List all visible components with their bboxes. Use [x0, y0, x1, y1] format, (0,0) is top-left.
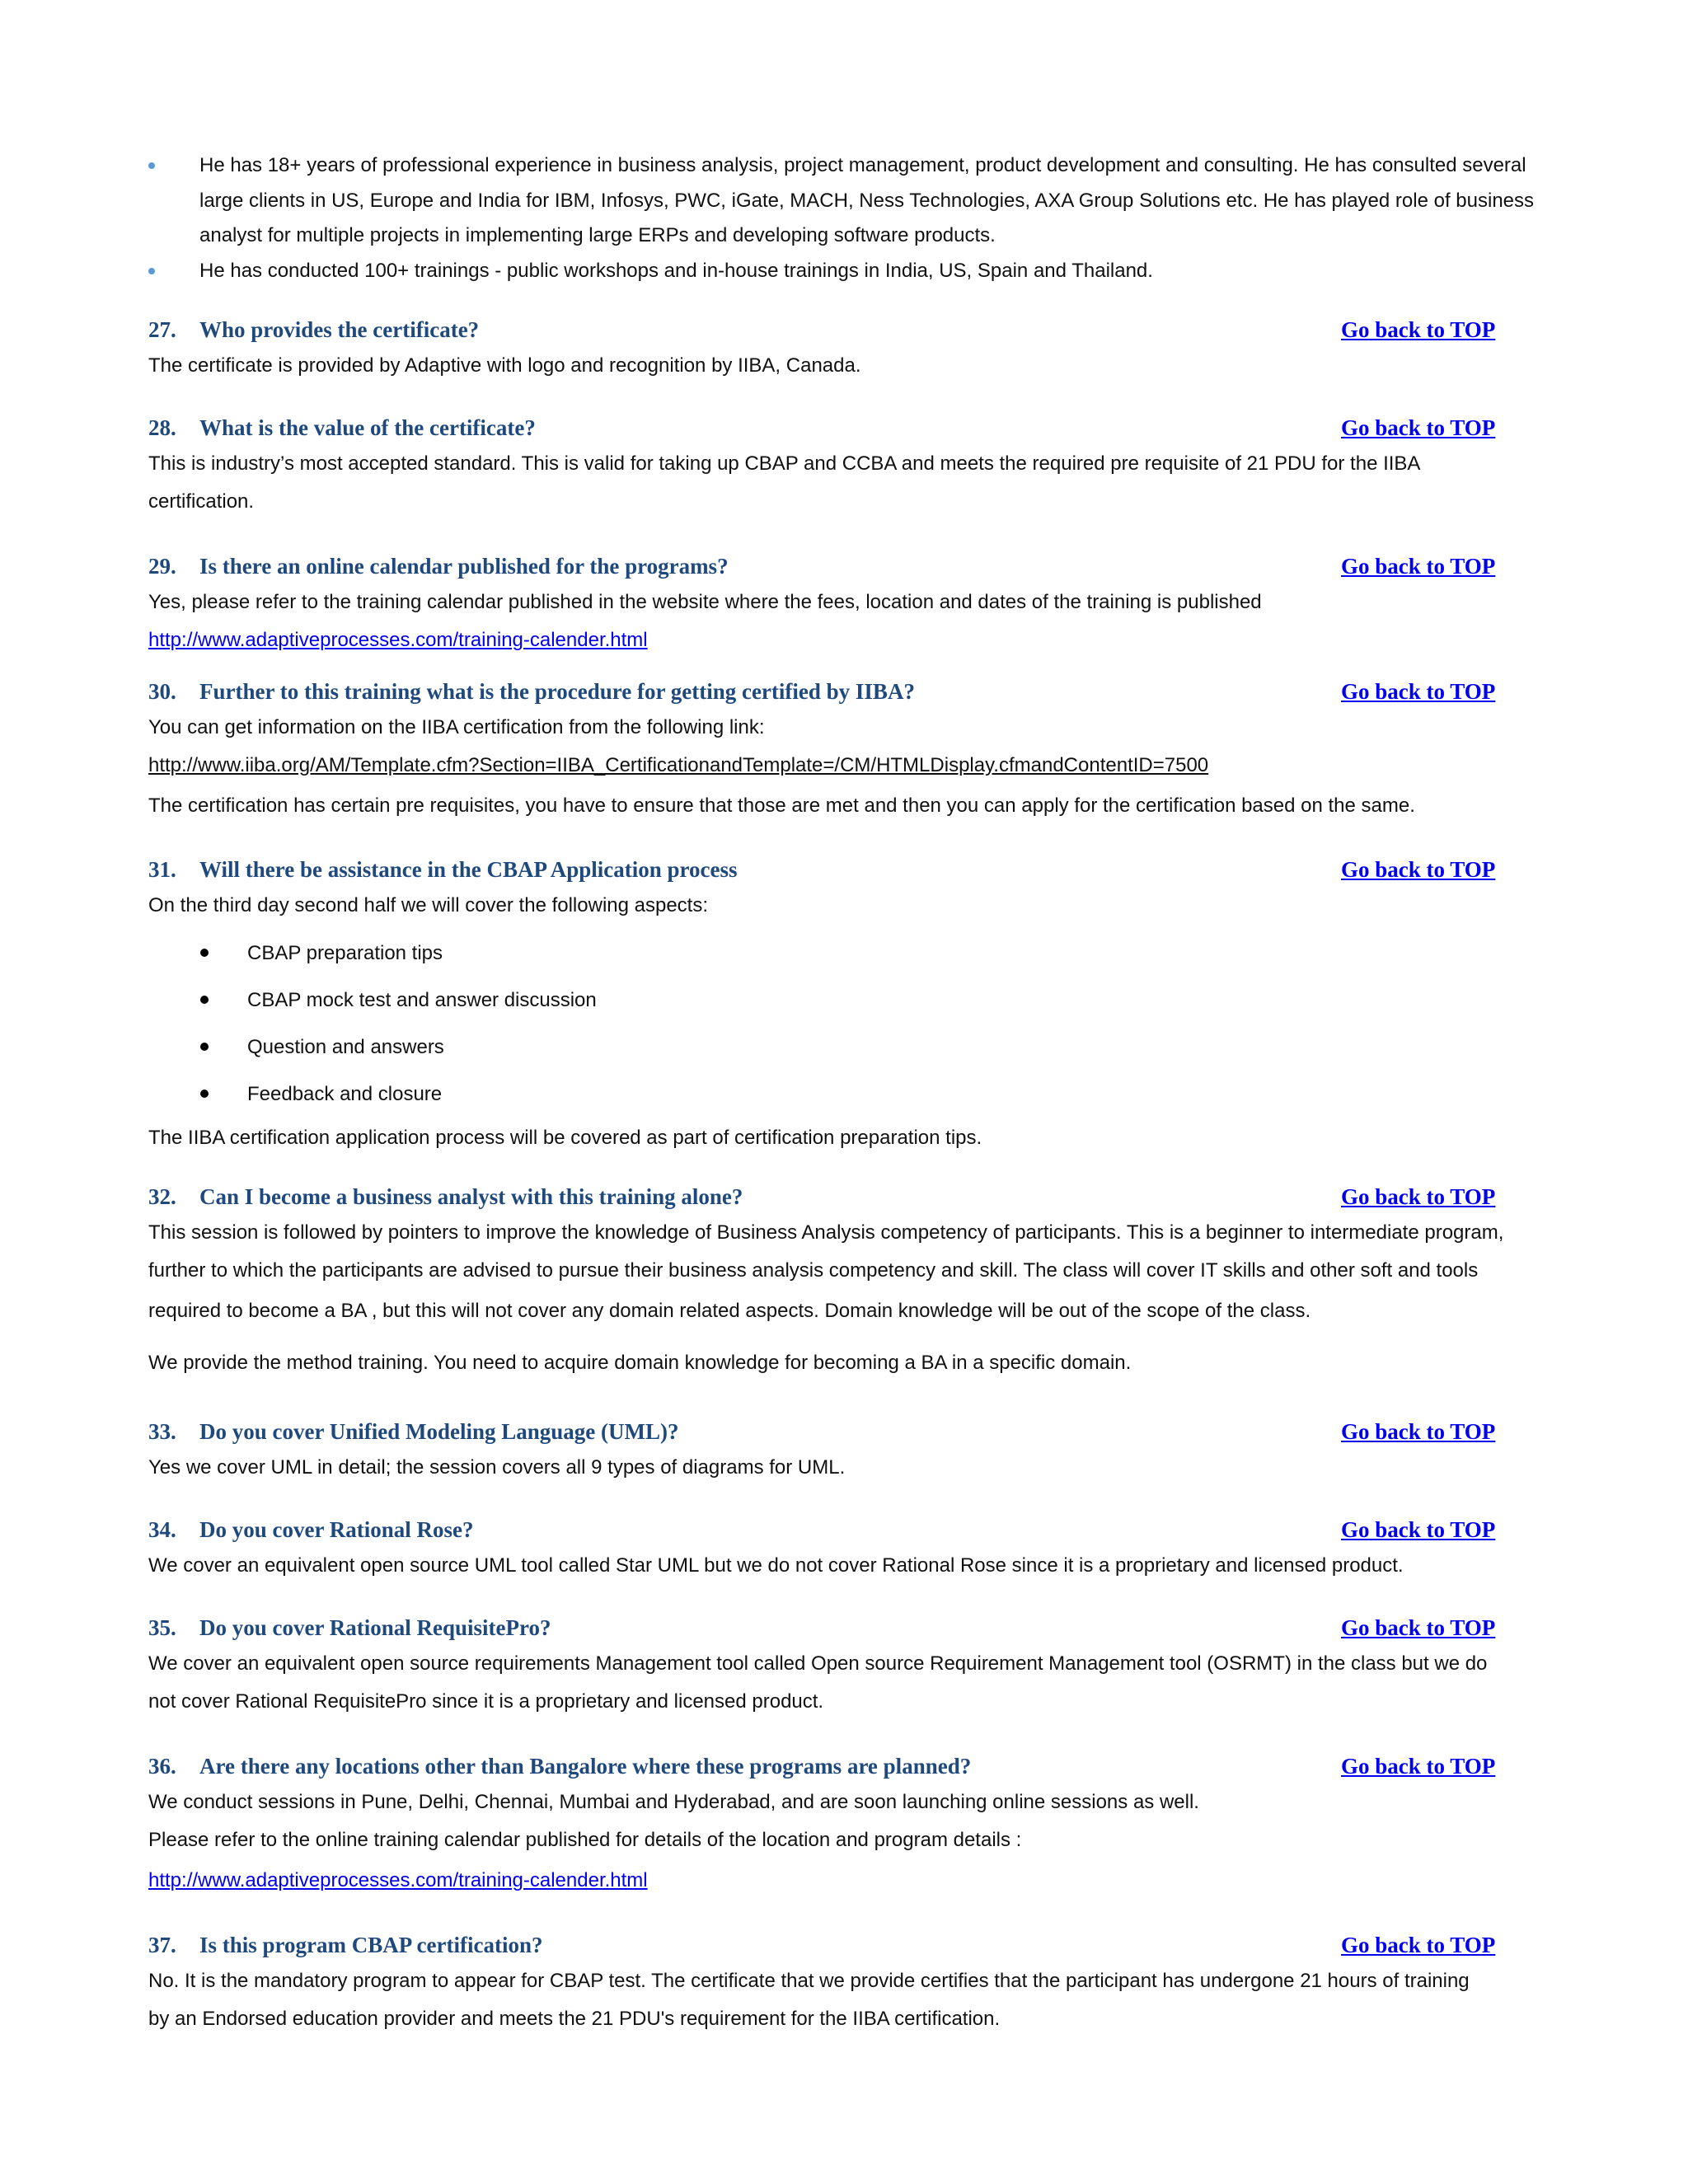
- go-back-to-top-link[interactable]: Go back to TOP: [1341, 1933, 1496, 1957]
- question-heading: [148, 317, 1550, 349]
- answer-text: certification.: [148, 490, 255, 513]
- question-text: Is there an online calendar published for the programs?: [199, 554, 729, 579]
- answer-text: This is industry’s most accepted standard. This is valid for taking up CBAP and CCBA and meets the required pre requisite of 21 PDU for the IIBA: [148, 452, 1421, 475]
- question-heading: [148, 554, 1550, 585]
- question-text: Are there any locations other than Bangalore where these programs are planned?: [199, 1754, 972, 1779]
- faq-33: [148, 1419, 1550, 1485]
- question-heading: [148, 857, 1550, 888]
- question-heading: [148, 679, 1550, 710]
- faq-37: [148, 1933, 1550, 2039]
- question-heading: [148, 1419, 1550, 1451]
- question-number: 27.: [148, 317, 176, 342]
- bullet-icon: [200, 1043, 209, 1051]
- answer-text: On the third day second half we will cover the following aspects:: [148, 894, 709, 916]
- list-item-text: Feedback and closure: [247, 1083, 443, 1105]
- list-item: [148, 254, 1550, 289]
- bullet-icon: [200, 949, 209, 957]
- list-item-text: Question and answers: [247, 1036, 444, 1058]
- faq-35: [148, 1615, 1550, 1722]
- training-calendar-link[interactable]: http://www.adaptiveprocesses.com/training-calender.html: [148, 1869, 648, 1891]
- question-text: Can I become a business analyst with this training alone?: [199, 1184, 743, 1209]
- question-number: 36.: [148, 1754, 176, 1779]
- faq-28: [148, 415, 1550, 522]
- answer-text: The certification has certain pre requisites, you have to ensure that those are met and then you can apply for the certification based on the same.: [148, 794, 1415, 817]
- go-back-to-top-link[interactable]: Go back to TOP: [1341, 415, 1496, 440]
- faq-27: [148, 317, 1550, 383]
- question-text: Is this program CBAP certification?: [199, 1933, 543, 1957]
- faq-29: [148, 554, 1550, 660]
- go-back-to-top-link[interactable]: Go back to TOP: [1341, 1615, 1496, 1640]
- faq-36: [148, 1754, 1550, 1900]
- question-number: 32.: [148, 1184, 176, 1209]
- answer-text: No. It is the mandatory program to appear for CBAP test. The certificate that we provide certifies that the participant has undergone 21 hours of training: [148, 1970, 1470, 1992]
- go-back-to-top-link[interactable]: Go back to TOP: [1341, 1184, 1496, 1209]
- list-item-text: He has conducted 100+ trainings - public workshops and in-house trainings in India, US, Spain and Thailand.: [199, 259, 1153, 282]
- question-heading: [148, 415, 1550, 447]
- question-text: Do you cover Unified Modeling Language (UML)?: [199, 1419, 679, 1444]
- faq-31: [148, 857, 1550, 1155]
- question-heading: [148, 1184, 1550, 1216]
- question-number: 28.: [148, 415, 176, 440]
- go-back-to-top-link[interactable]: Go back to TOP: [1341, 1419, 1496, 1444]
- aspects-list: [148, 930, 1550, 1118]
- go-back-to-top-link[interactable]: Go back to TOP: [1341, 679, 1496, 704]
- question-number: 31.: [148, 857, 176, 882]
- question-number: 30.: [148, 679, 176, 704]
- answer-text: by an Endorsed education provider and meets the 21 PDU's requirement for the IIBA certification.: [148, 2008, 1001, 2030]
- answer-text: The certificate is provided by Adaptive with logo and recognition by IIBA, Canada.: [148, 354, 861, 377]
- list-item: [148, 1024, 1550, 1071]
- trainer-profile-list: [148, 148, 1550, 288]
- answer-text: This session is followed by pointers to improve the knowledge of Business Analysis competency of participants. This is a beginner to intermediate program,: [148, 1221, 1504, 1244]
- list-item-text: He has 18+ years of professional experience in business analysis, project management, product development and consulting. He has consulted several large clients in US, Europe and India for IBM, Infosys, PWC, iGate, MACH, Ness Technologies, AXA Group Solutions etc. He has played role of business analyst for multiple projects in implementing large ERPs and developing software products.: [199, 154, 1535, 246]
- list-item: [148, 977, 1550, 1024]
- bullet-icon: [148, 268, 155, 274]
- question-text: Will there be assistance in the CBAP Application process: [199, 857, 738, 882]
- go-back-to-top-link[interactable]: Go back to TOP: [1341, 1754, 1496, 1779]
- go-back-to-top-link[interactable]: Go back to TOP: [1341, 554, 1496, 579]
- bullet-icon: [200, 1090, 209, 1098]
- question-heading: [148, 1754, 1550, 1785]
- question-text: Do you cover Rational Rose?: [199, 1517, 474, 1542]
- bullet-icon: [200, 996, 209, 1004]
- answer-text: You can get information on the IIBA certification from the following link:: [148, 716, 765, 738]
- go-back-to-top-link[interactable]: Go back to TOP: [1341, 317, 1496, 342]
- question-number: 34.: [148, 1517, 176, 1542]
- faq-34: [148, 1517, 1550, 1583]
- answer-text: The IIBA certification application process will be covered as part of certification preparation tips.: [148, 1127, 982, 1149]
- go-back-to-top-link[interactable]: Go back to TOP: [1341, 1517, 1496, 1542]
- question-number: 29.: [148, 554, 176, 579]
- iiba-certification-link[interactable]: http://www.iiba.org/AM/Template.cfm?Section=IIBA_CertificationandTemplate=/CM/HTMLDisplay.cfmandContentID=7500: [148, 754, 1209, 776]
- list-item: [148, 1071, 1550, 1118]
- spacer: [148, 1331, 1550, 1346]
- answer-text: Please refer to the online training calendar published for details of the location and program details :: [148, 1829, 1022, 1851]
- answer-text: Yes, please refer to the training calendar published in the website where the fees, location and dates of the training is published: [148, 591, 1262, 613]
- answer-text: We cover an equivalent open source UML tool called Star UML but we do not cover Rational Rose since it is a proprietary and licensed product.: [148, 1554, 1404, 1577]
- question-heading: [148, 1615, 1550, 1647]
- answer-text: We provide the method training. You need to acquire domain knowledge for becoming a BA in a specific domain.: [148, 1352, 1132, 1374]
- bullet-icon: [148, 162, 155, 169]
- answer-text: We cover an equivalent open source requirements Management tool called Open source Requirement Management tool (OSRMT) in the class but we do: [148, 1652, 1488, 1675]
- question-heading: [148, 1933, 1550, 1964]
- faq-32: [148, 1184, 1550, 1380]
- answer-text: further to which the participants are advised to pursue their business analysis competency and skill. The class will cover IT skills and other soft and tools: [148, 1259, 1479, 1282]
- question-number: 33.: [148, 1419, 176, 1444]
- question-text: What is the value of the certificate?: [199, 415, 536, 440]
- list-item: [148, 930, 1550, 977]
- answer-text: required to become a BA , but this will not cover any domain related aspects. Domain knowledge will be out of the scope of the class.: [148, 1300, 1311, 1322]
- question-number: 37.: [148, 1933, 176, 1957]
- answer-text: We conduct sessions in Pune, Delhi, Chennai, Mumbai and Hyderabad, and are soon launching online sessions as well.: [148, 1791, 1199, 1813]
- list-item-text: CBAP mock test and answer discussion: [247, 989, 597, 1011]
- training-calendar-link[interactable]: http://www.adaptiveprocesses.com/training-calender.html: [148, 629, 648, 651]
- question-text: Do you cover Rational RequisitePro?: [199, 1615, 551, 1640]
- question-text: Who provides the certificate?: [199, 317, 480, 342]
- go-back-to-top-link[interactable]: Go back to TOP: [1341, 857, 1496, 882]
- answer-text: Yes we cover UML in detail; the session covers all 9 types of diagrams for UML.: [148, 1456, 846, 1479]
- faq-30: [148, 679, 1550, 826]
- answer-text: not cover Rational RequisitePro since it is a proprietary and licensed product.: [148, 1690, 824, 1713]
- list-item-text: CBAP preparation tips: [247, 942, 443, 964]
- question-heading: [148, 1517, 1550, 1549]
- question-number: 35.: [148, 1615, 176, 1640]
- list-item: [148, 148, 1550, 254]
- question-text: Further to this training what is the procedure for getting certified by IIBA?: [199, 679, 915, 704]
